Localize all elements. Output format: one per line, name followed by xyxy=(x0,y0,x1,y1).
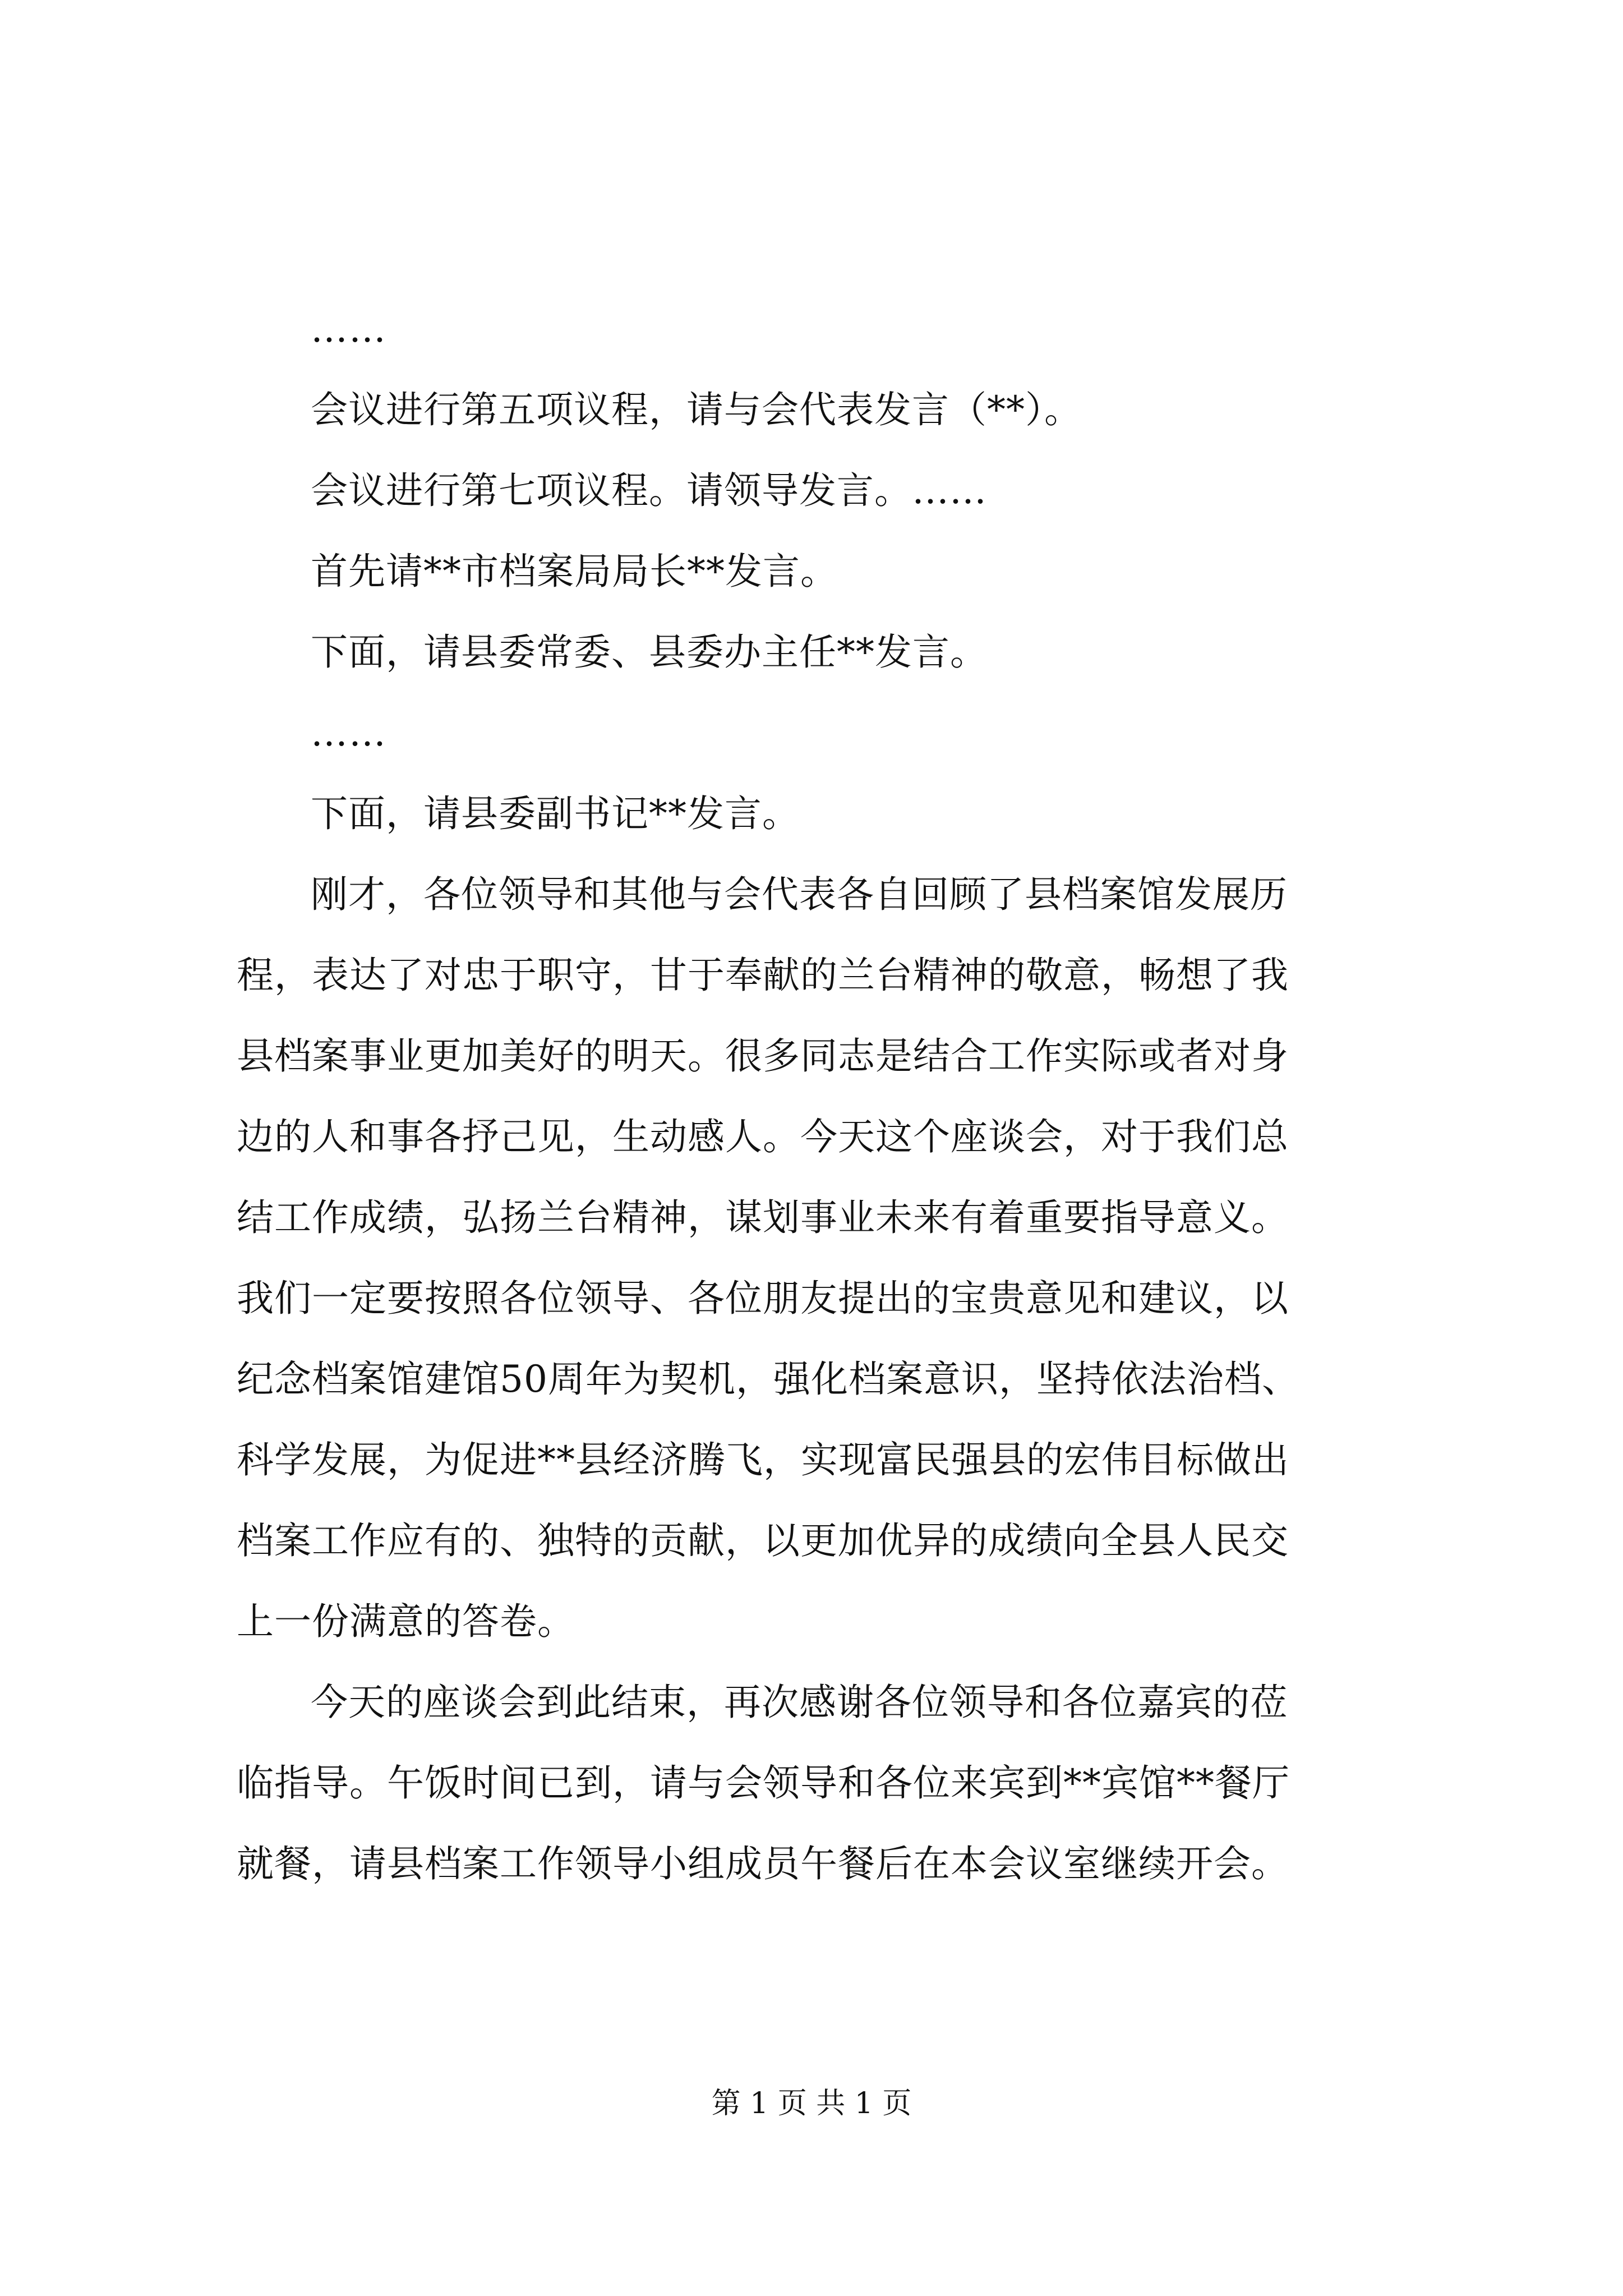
document-body xyxy=(237,289,1420,1904)
speaker-line-city-archives: 首先请**市档案局局长**发言。 xyxy=(311,550,838,593)
closing-paragraph-line-2: 临指导。午饭时间已到，请与会领导和各位来宾到**宾馆**餐厅 xyxy=(237,1761,1290,1805)
closing-paragraph-line-1: 今天的座谈会到此结束，再次感谢各位领导和各位嘉宾的莅 xyxy=(311,1681,1288,1724)
summary-paragraph-line-8: 科学发展，为促进**县经济腾飞，实现富民强县的宏伟目标做出 xyxy=(237,1438,1289,1481)
summary-paragraph-line-4: 边的人和事各抒己见，生动感人。今天这个座谈会，对于我们总 xyxy=(237,1115,1289,1158)
page-number-footer: 第 1 页 共 1 页 xyxy=(711,2087,912,2120)
speaker-line-deputy-secretary: 下面，请县委副书记**发言。 xyxy=(311,792,800,835)
agenda-item-7-line: 会议进行第七项议程。请领导发言。…… xyxy=(311,469,987,512)
summary-paragraph-line-10: 上一份满意的答卷。 xyxy=(237,1600,575,1643)
ellipsis-line-1: …… xyxy=(311,307,387,351)
agenda-item-5-line: 会议进行第五项议程，请与会代表发言（**）。 xyxy=(311,388,1082,431)
summary-paragraph-line-7: 纪念档案馆建馆50周年为契机，强化档案意识，坚持依法治档、 xyxy=(237,1358,1299,1401)
summary-paragraph-line-5: 结工作成绩，弘扬兰台精神，谋划事业未来有着重要指导意义。 xyxy=(237,1196,1289,1239)
summary-paragraph-line-1: 刚才，各位领导和其他与会代表各自回顾了县档案馆发展历 xyxy=(311,873,1288,916)
summary-paragraph-line-9: 档案工作应有的、独特的贡献，以更加优异的成绩向全县人民交 xyxy=(237,1519,1289,1562)
summary-paragraph-line-3: 县档案事业更加美好的明天。很多同志是结合工作实际或者对身 xyxy=(237,1034,1289,1078)
summary-paragraph-line-6: 我们一定要按照各位领导、各位朋友提出的宝贵意见和建议，以 xyxy=(237,1277,1289,1320)
closing-paragraph-line-3: 就餐，请县档案工作领导小组成员午餐后在本会议室继续开会。 xyxy=(237,1842,1289,1885)
ellipsis-line-2: …… xyxy=(311,711,387,754)
speaker-line-county-office: 下面，请县委常委、县委办主任**发言。 xyxy=(311,631,988,674)
summary-paragraph-line-2: 程，表达了对忠于职守，甘于奉献的兰台精神的敬意，畅想了我 xyxy=(237,954,1289,997)
